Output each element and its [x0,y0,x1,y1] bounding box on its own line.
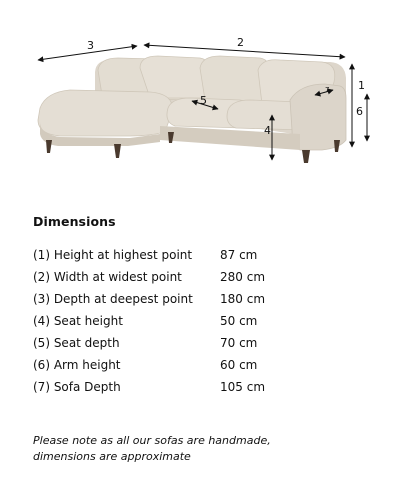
callout-3: 3 [87,39,94,52]
dimension-label: (5) Seat depth [33,336,120,350]
dimension-label: (1) Height at highest point [33,248,193,262]
callout-7: 7 [325,86,330,94]
dimension-value: 280 cm [220,270,266,284]
dimension-label: (4) Seat height [33,314,123,328]
callout-6: 6 [356,105,363,118]
dimension-row [33,310,333,332]
dimension-label: (3) Depth at deepest point [33,292,193,306]
dimension-row [33,288,333,310]
dimension-label: (7) Sofa Depth [33,380,121,394]
dimension-row [33,244,333,266]
note-line-2: dimensions are approximate [33,450,191,463]
callout-1: 1 [358,79,365,92]
dimension-row [33,376,333,398]
callout-2: 2 [237,36,244,49]
dimension-value: 50 cm [220,314,258,328]
dimension-row [33,266,333,288]
callout-4: 4 [264,124,271,137]
handmade-note [33,433,373,465]
dimension-value: 60 cm [220,358,258,372]
dimension-value: 87 cm [220,248,258,262]
note-line-1: Please note as all our sofas are handmade, [33,434,271,447]
dimension-row [33,332,333,354]
dimension-value: 70 cm [220,336,258,350]
dimension-label: (6) Arm height [33,358,121,372]
dimension-value: 105 cm [220,380,266,394]
dimension-value: 180 cm [220,292,266,306]
callout-5: 5 [200,94,207,107]
section-title: Dimensions [33,214,116,229]
sofa-dimension-diagram [0,0,400,200]
sofa-image [38,56,346,163]
dimension-label: (2) Width at widest point [33,270,182,284]
dimensions-list [33,244,333,398]
dimension-row [33,354,333,376]
